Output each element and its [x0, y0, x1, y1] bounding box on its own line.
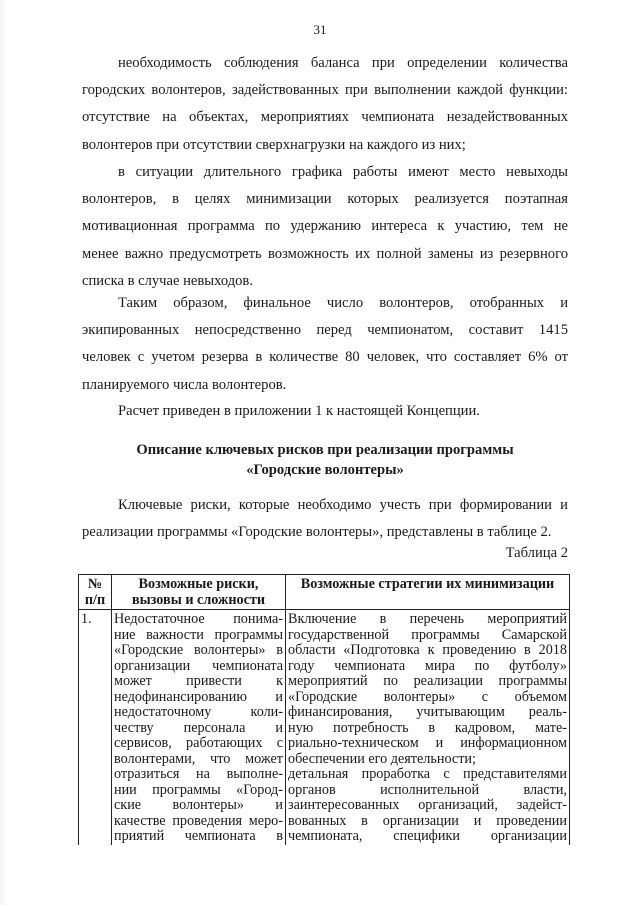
section-heading-line: Описание ключевых рисков при реализации программы [136, 442, 514, 458]
column-header-number: № п/п [79, 575, 112, 610]
text-line: Таким образом, финальное число волонтеров, отобранных и [118, 295, 568, 311]
text-line: волонтеров, в целях минимизации которых реализуется поэтапная [82, 191, 568, 208]
text-line: менее важно предусмотреть возможность их полной замены из резервного [82, 245, 568, 262]
paragraph-table-intro [82, 492, 568, 546]
page-number: 31 [313, 22, 327, 37]
text-line: Расчет приведен в приложении 1 к настоящей Концепции. [118, 403, 480, 419]
text-line: мотивационная программа по удержанию интереса к участию, тем не [82, 218, 568, 235]
text-line: экипированных непосредственно перед чемпионатом, составит 1415 [82, 322, 568, 339]
risk-cell: Недостаточное понима- ние важности программы «Городские волонтеры» в организации чемпионата может привести к недофинансированию и недостаточному коли- честву персонала и сервисов, работающих с волонтерами, что может отразиться на выполне- нии программы «Город- ские волонтеры» и качестве проведения меро- приятий чемпионата в [112, 610, 286, 845]
text-line: отсутствие на объектах, мероприятиях чемпионата незадействованных [82, 109, 568, 126]
table-header-row [79, 575, 570, 610]
paragraph-schedule [82, 159, 568, 295]
text-line: в ситуации длительного графика работы имеют место невыходы [118, 164, 568, 180]
text-line: человек с учетом резерва в количестве 80 человек, что составляет 6% от [82, 349, 568, 366]
column-header-strategies: Возможные стратегии их минимизации [286, 575, 570, 610]
text-line: списка в случае невыходов. [82, 272, 253, 289]
text-line: реализации программы «Городские волонтеры», представлены в таблице 2. [82, 524, 552, 541]
section-heading [82, 440, 568, 480]
text-line: Ключевые риски, которые необходимо учесть при формировании и [118, 497, 568, 513]
paragraph-final-count [82, 290, 568, 399]
table-row [79, 610, 570, 845]
scan-edge-shadow [0, 0, 8, 905]
row-number: 1. [79, 610, 112, 845]
paragraph-calculation-note [82, 398, 568, 425]
text-line: городских волонтеров, задействованных при выполнении каждой функции: [82, 82, 568, 99]
table-caption: Таблица 2 [505, 545, 568, 561]
column-header-risks: Возможные риски, вызовы и сложности [112, 575, 286, 610]
text-line: волонтеров при отсутствии сверхнагрузки на каждого из них; [82, 136, 466, 153]
paragraph-balance [82, 50, 568, 159]
section-heading-line: «Городские волонтеры» [246, 462, 404, 478]
text-line: планируемого числа волонтеров. [82, 376, 287, 393]
text-line: необходимость соблюдения баланса при определении количества [118, 55, 568, 71]
risks-table [78, 574, 570, 845]
strategy-cell: Включение в перечень мероприятий государственной программы Самарской области «Подготовка к проведению в 2018 году чемпионата мира по футболу» мероприятий по реализации программы «Городские волонтеры» с объемом финансирования, учитывающим реаль- ную потребность в кадровом, мате- риально-техническом и информационном обеспечении его деятельности; детальная проработка с представителями органов исполнительной власти, заинтересованных организаций, задейст- вованных в организации и проведении чемпионата, специфики организации [286, 610, 570, 845]
